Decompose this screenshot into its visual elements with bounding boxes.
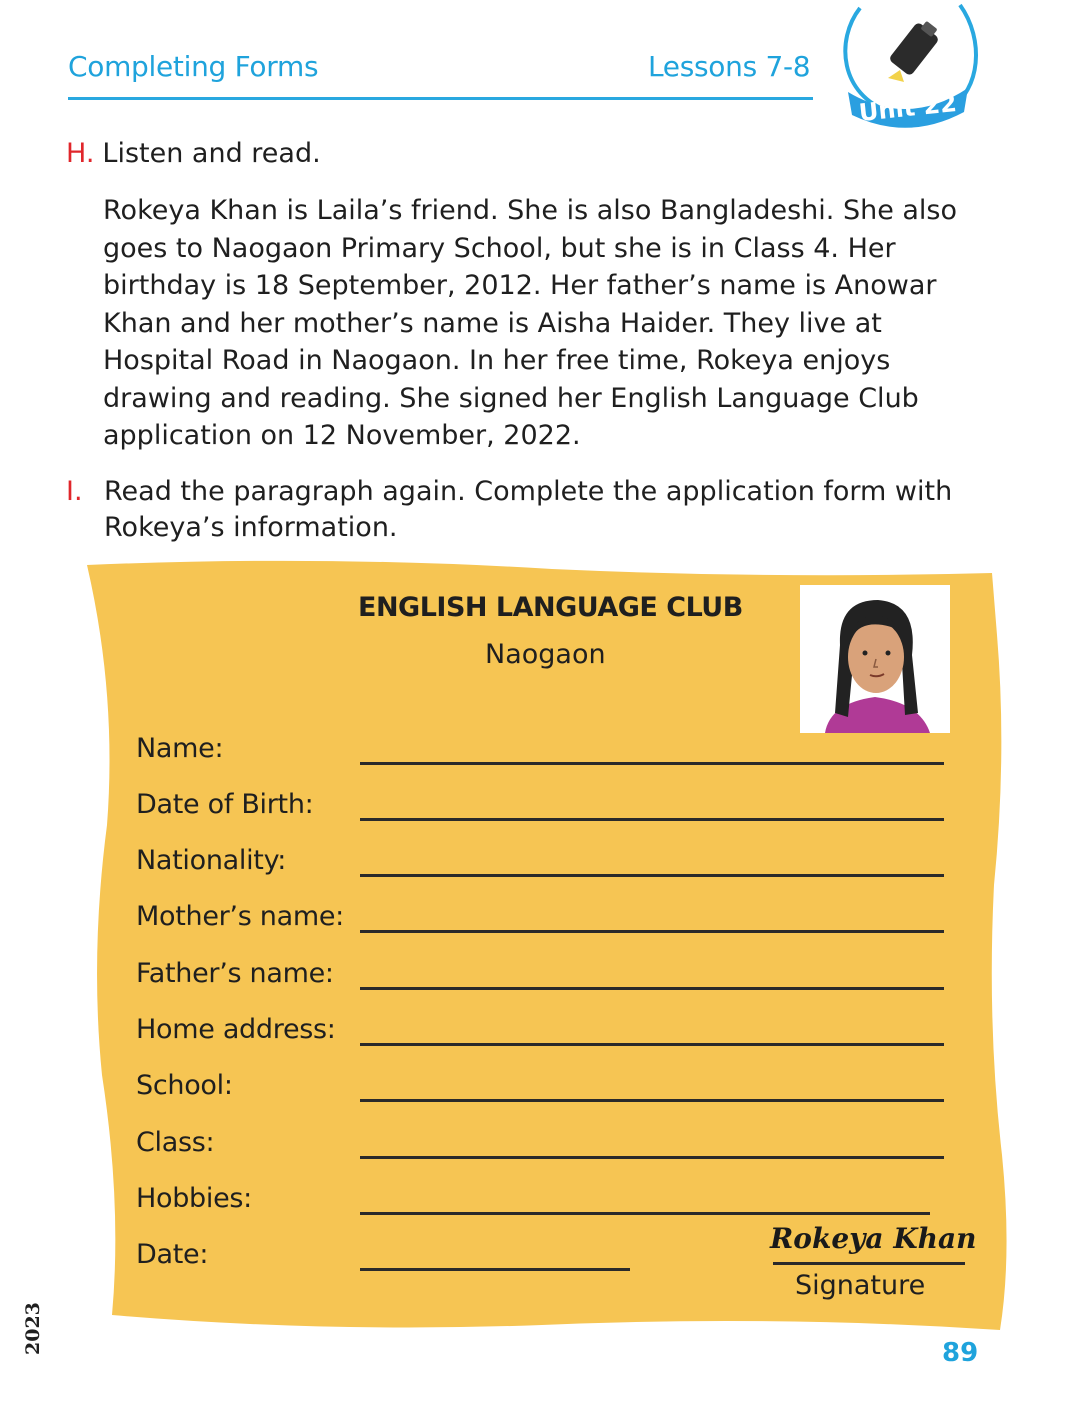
edition-year: 2023 (22, 1302, 44, 1355)
section-i-instruction-1: Read the paragraph again. Complete the application form with (104, 476, 953, 507)
field-label-class: Class: (136, 1127, 215, 1158)
form-title: ENGLISH LANGUAGE CLUB (358, 592, 743, 623)
field-label-date-of-birth: Date of Birth: (136, 789, 314, 820)
unit-badge (830, 0, 990, 135)
field-label-home-address: Home address: (136, 1014, 336, 1045)
reading-paragraph (103, 192, 1003, 455)
field-input-fathers-name[interactable] (360, 987, 944, 990)
signature-line (773, 1262, 965, 1265)
marker-pen-icon (888, 21, 940, 82)
field-input-mothers-name[interactable] (360, 930, 944, 933)
page-number: 89 (942, 1338, 979, 1368)
section-i-heading (66, 474, 1026, 546)
section-h-instruction: Listen and read. (102, 138, 321, 169)
paragraph-line: goes to Naogaon Primary School, but she is in Class 4. Her (103, 232, 896, 264)
section-i-instruction-2: Rokeya’s information. (104, 512, 398, 543)
paragraph-line: application on 12 November, 2022. (103, 420, 581, 451)
section-h-heading (66, 138, 321, 169)
field-input-date-of-birth[interactable] (360, 818, 944, 821)
field-input-name[interactable] (360, 762, 944, 765)
signature-handwriting: Rokeya Khan (770, 1222, 977, 1255)
chapter-title: Completing Forms (68, 50, 319, 83)
field-label-name: Name: (136, 733, 224, 764)
lessons-label: Lessons 7-8 (648, 50, 811, 83)
paragraph-line: drawing and reading. She signed her English Language Club (103, 382, 919, 414)
field-label-hobbies: Hobbies: (136, 1183, 252, 1214)
signature-label: Signature (795, 1270, 926, 1301)
section-i-letter: I. (66, 476, 83, 507)
student-photo (800, 585, 950, 733)
field-label-mothers-name: Mother’s name: (136, 901, 344, 932)
field-input-school[interactable] (360, 1099, 944, 1102)
paragraph-line: Khan and her mother’s name is Aisha Haider. They live at (103, 307, 882, 339)
field-input-nationality[interactable] (360, 874, 944, 877)
paragraph-line: Rokeya Khan is Laila’s friend. She is also Bangladeshi. She also (103, 195, 958, 226)
paragraph-line: birthday is 18 September, 2012. Her father’s name is Anowar (103, 270, 937, 301)
paragraph-line: Hospital Road in Naogaon. In her free time, Rokeya enjoys (103, 345, 891, 376)
field-input-date[interactable] (360, 1268, 630, 1271)
section-h-letter: H. (66, 138, 95, 169)
unit-badge-label: Unit 22 (857, 88, 959, 128)
field-label-date: Date: (136, 1239, 209, 1270)
field-input-class[interactable] (360, 1156, 944, 1159)
header-divider (68, 97, 813, 100)
field-label-school: School: (136, 1070, 233, 1101)
field-label-fathers-name: Father’s name: (136, 958, 334, 989)
form-subtitle: Naogaon (485, 639, 606, 670)
field-label-nationality: Nationality: (136, 845, 287, 876)
field-input-hobbies[interactable] (360, 1212, 930, 1215)
field-input-home-address[interactable] (360, 1043, 944, 1046)
